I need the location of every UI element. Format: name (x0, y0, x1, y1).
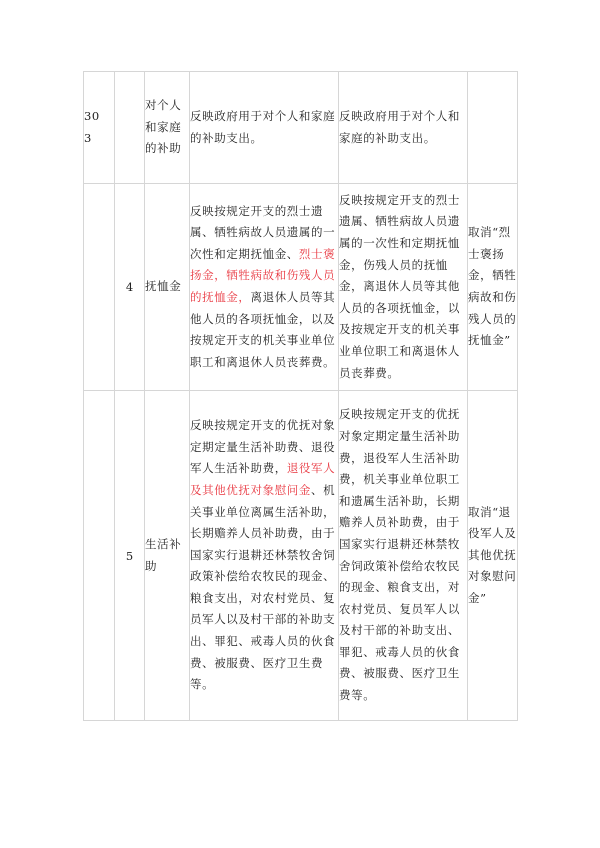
item-name: 抚恤金 (145, 184, 190, 391)
old-description (190, 391, 339, 721)
subcode-cell (115, 72, 145, 184)
subcode-cell: 4 (115, 184, 145, 391)
deleted-text-highlight: 烈士褒扬金，牺牲病故和伤残人员的抚恤金， (190, 246, 336, 304)
new-description: 反映政府用于对个人和家庭的补助支出。 (339, 72, 468, 184)
code-cell: 30 3 (84, 72, 115, 184)
item-name: 对个人和家庭的补助 (145, 72, 190, 184)
code-cell (84, 184, 115, 391)
budget-classification-table (83, 71, 518, 721)
old-description (190, 184, 339, 391)
change-note: 取消“退役军人及其他优抚对象慰问金” (468, 391, 518, 721)
code-cell (84, 391, 115, 721)
subcode-cell: 5 (115, 391, 145, 721)
new-description: 反映按规定开支的烈士遗属、牺牲病故人员遗属的一次性和定期抚恤金，伤残人员的抚恤金，离退休人员等其他人员的各项抚恤金，以及按规定开支的机关事业单位职工和离退休人员丧葬费。 (339, 184, 468, 391)
old-description-text: 反映按规定开支的烈士遗属、牺牲病故人员遗属的一次性和定期抚恤金、 (190, 203, 336, 261)
deleted-text-highlight: 退役军人及其他优抚对象慰问金 (190, 461, 336, 497)
old-description: 反映政府用于对个人和家庭的补助支出。 (190, 72, 339, 184)
table-row (84, 184, 518, 391)
new-description: 反映按规定开支的优抚对象定期定量生活补助费，退役军人生活补助费，机关事业单位职工和遗属生活补助，长期赡养人员补助费，由于国家实行退耕还林禁牧舍饲政策补偿给农牧民的现金、粮食支出，对农村党员、复员军人以及村干部的补助支出、罪犯、戒毒人员的伙食费、被服费、医疗卫生费等。 (339, 391, 468, 721)
table-row (84, 72, 518, 184)
old-description-text: 、机关事业单位离属生活补助，长期赡养人员补助费，由于国家实行退耕还林禁牧舍饲政策补偿给农牧民的现金、粮食支出，对农村党员、复员军人以及村干部的补助支出、罪犯、戒毒人员的伙食费、被服费、医疗卫生费等。 (190, 482, 336, 692)
change-note: 取消“烈士褒扬金，牺牲病故和伤残人员的抚恤金” (468, 184, 518, 391)
old-description-text: 反映按规定开支的优抚对象定期定量生活补助费、退役军人生活补助费， (190, 418, 336, 476)
item-name: 生活补助 (145, 391, 190, 721)
table-row (84, 391, 518, 721)
change-note (468, 72, 518, 184)
old-description-text: 离退休人员等其他人员的各项抚恤金，以及按规定开支的机关事业单位职工和离退休人员丧葬费。 (190, 290, 336, 369)
